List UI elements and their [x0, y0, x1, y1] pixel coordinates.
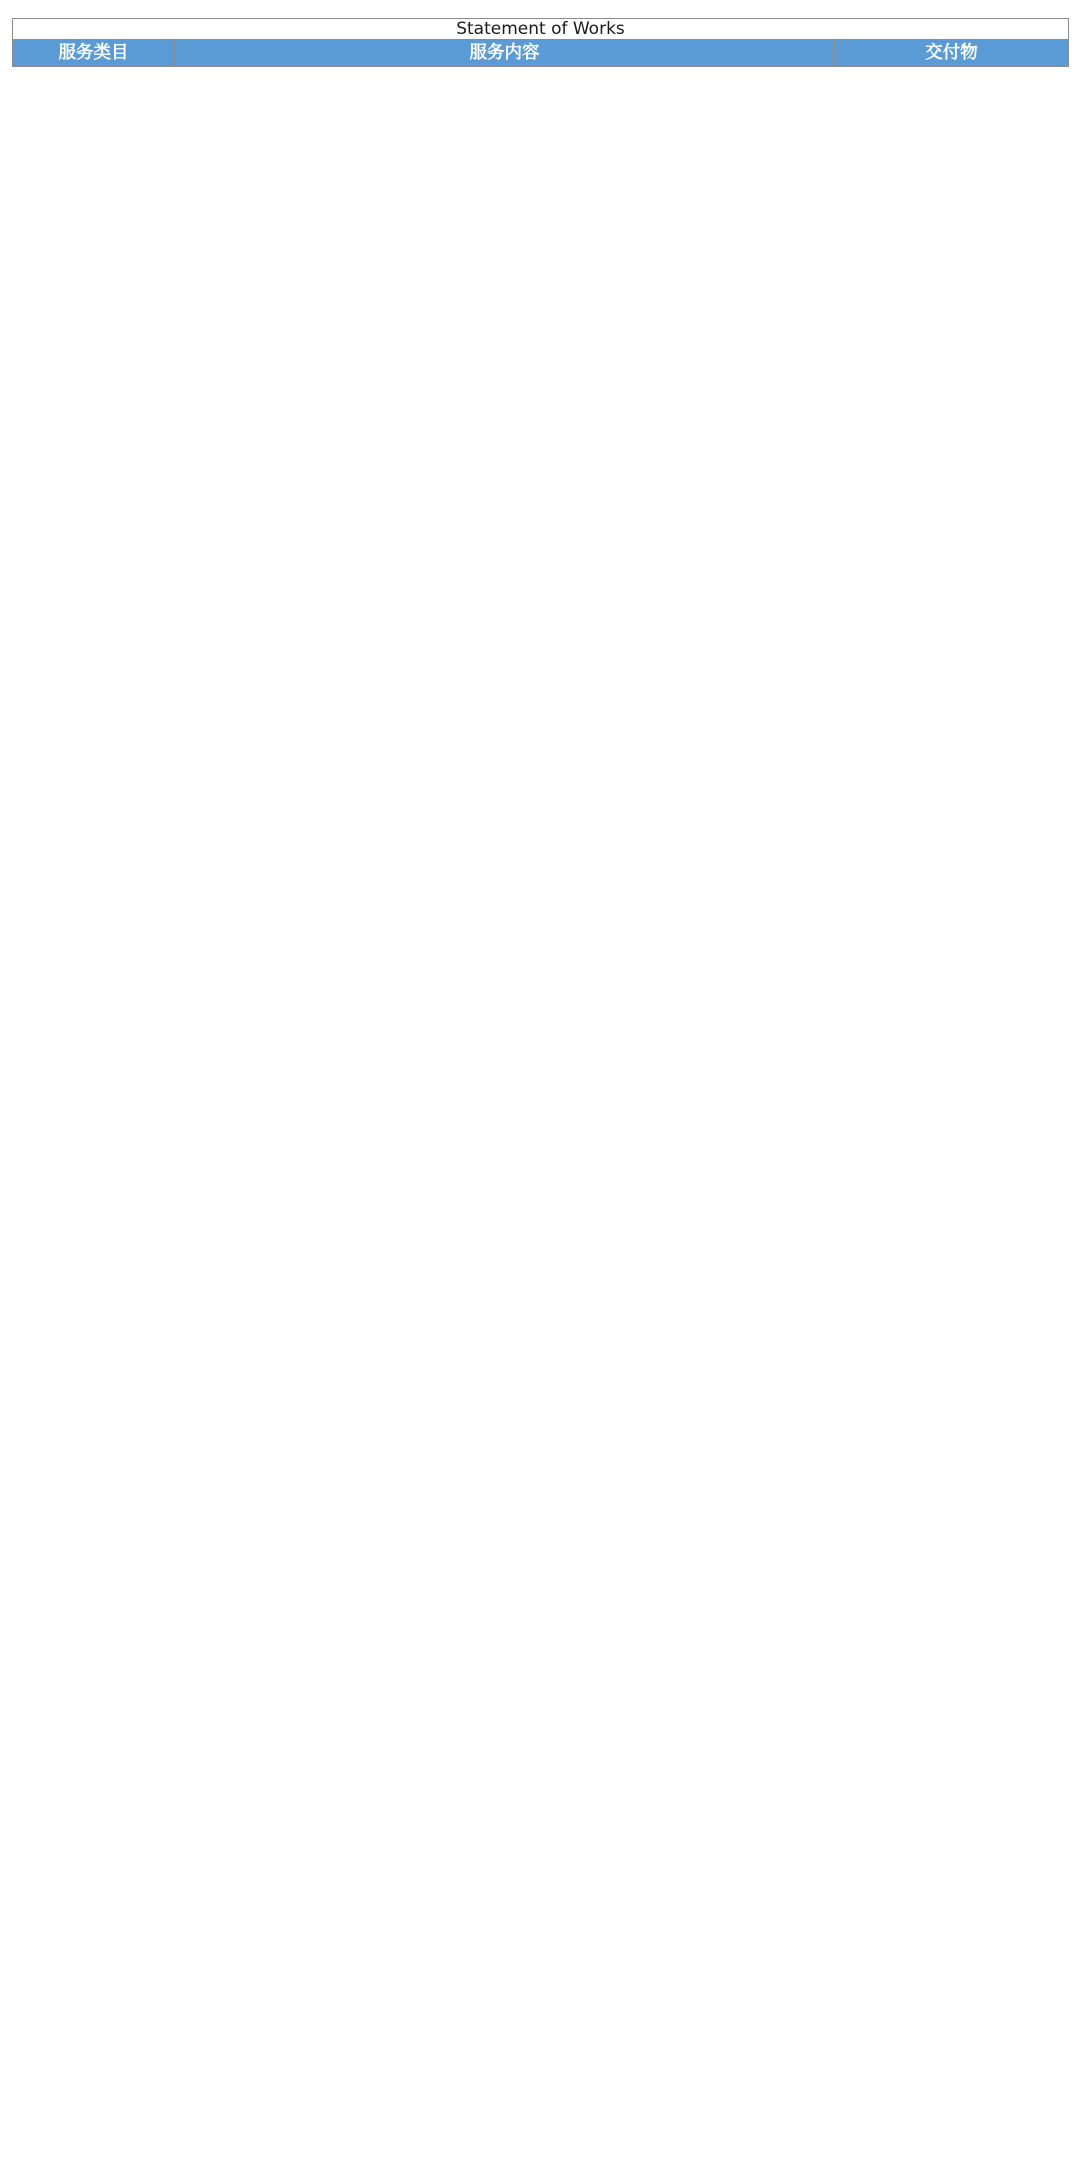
header-row	[13, 40, 1069, 67]
title-row	[13, 19, 1069, 40]
header-category: 服务类目	[13, 40, 175, 67]
statement-of-works-table	[12, 18, 1069, 67]
header-content: 服务内容	[175, 40, 835, 67]
table-title: Statement of Works	[13, 19, 1069, 40]
header-deliverable: 交付物	[835, 40, 1069, 67]
